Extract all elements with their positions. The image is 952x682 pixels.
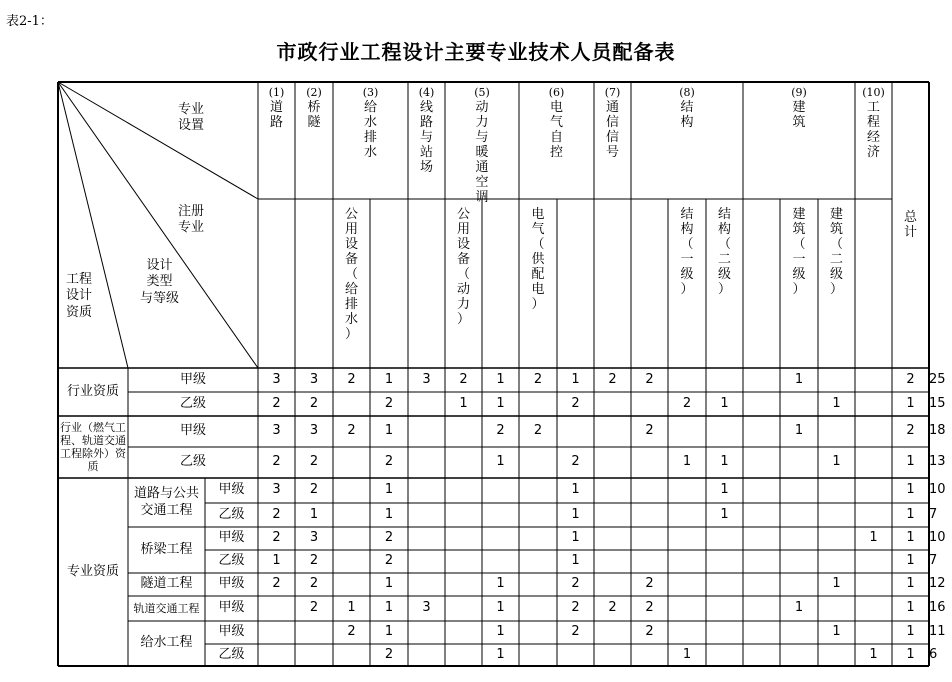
- value-cell: 2: [347, 624, 356, 640]
- corner-diagonal: [58, 82, 258, 199]
- value-cell: 2: [645, 600, 654, 616]
- sub-tunnel: 隧道工程: [140, 576, 193, 592]
- value-cell: 10: [929, 530, 946, 546]
- value-cell: 13: [929, 454, 946, 470]
- sub-water: 给水工程: [140, 635, 193, 651]
- value-cell: 2: [533, 423, 543, 439]
- corner-design-type-label: 设计 类型 与等级: [140, 258, 180, 306]
- value-cell: 2: [309, 482, 319, 498]
- value-cell: 1: [384, 423, 394, 439]
- value-cell: 2: [384, 454, 394, 470]
- group-header-7: (7) 通 信 信 号: [604, 86, 621, 160]
- value-cell: 2: [347, 423, 356, 439]
- value-cell: 1: [906, 624, 915, 640]
- value-cell: 2: [571, 395, 580, 411]
- value-cell: 1: [869, 530, 878, 546]
- value-cell: 1: [794, 423, 804, 439]
- value-cell: 2: [272, 395, 281, 411]
- value-cell: 3: [272, 423, 281, 439]
- corner-registered-label: 注册 专业: [178, 204, 205, 236]
- value-cell: 2: [682, 395, 692, 411]
- group-number: (3): [362, 86, 379, 99]
- value-cell: 1: [571, 482, 580, 498]
- group-header-8: (8) 结 构: [679, 86, 695, 130]
- group-number: (8): [679, 86, 695, 99]
- sub-road: 道路与公共 交通工程: [133, 486, 199, 518]
- grade-cell: 甲级: [218, 600, 245, 616]
- group-number: (10): [862, 86, 885, 99]
- value-cell: 1: [496, 646, 505, 662]
- value-cell: 1: [496, 371, 505, 387]
- registered-specialty: 结 构 （ 二 级 ）: [717, 207, 731, 297]
- value-cell: 2: [384, 395, 394, 411]
- value-cell: 2: [309, 600, 319, 616]
- value-cell: 2: [571, 624, 580, 640]
- value-cell: 1: [832, 395, 841, 411]
- grade-cell: 乙级: [179, 395, 206, 411]
- value-cell: 2: [309, 395, 319, 411]
- value-cell: 1: [869, 646, 878, 662]
- value-cell: 18: [929, 423, 946, 439]
- table-title: 市政行业工程设计主要专业技术人员配备表: [276, 40, 676, 64]
- value-cell: 25: [929, 371, 946, 387]
- value-cell: 1: [906, 600, 915, 616]
- group-number: (1): [268, 86, 285, 99]
- value-cell: 1: [720, 506, 729, 522]
- corner-diagonal: [58, 82, 128, 368]
- value-cell: 2: [645, 576, 654, 592]
- value-cell: 1: [384, 371, 394, 387]
- value-cell: 1: [906, 395, 915, 411]
- value-cell: 1: [384, 600, 394, 616]
- value-cell: 1: [384, 482, 394, 498]
- value-cell: 1: [906, 646, 915, 662]
- grade-cell: 甲级: [218, 530, 245, 546]
- registered-specialty: 电 气 （ 供 配 电 ）: [531, 207, 545, 312]
- value-cell: 2: [496, 423, 505, 439]
- value-cell: 2: [347, 371, 356, 387]
- grade-cell: 乙级: [218, 506, 245, 522]
- group-header-10: (10) 工 程 经 济: [862, 86, 885, 160]
- value-cell: 2: [571, 576, 580, 592]
- grade-cell: 甲级: [179, 371, 206, 387]
- grade-cell: 甲级: [218, 624, 245, 640]
- value-cell: 3: [422, 600, 431, 616]
- group-header-3: (3) 给 水 排 水: [362, 86, 379, 160]
- corner-qualification-label: 工程 设计 资质: [66, 272, 93, 320]
- group-number: (9): [791, 86, 807, 99]
- registered-specialty: 建 筑 （ 二 级 ）: [829, 207, 843, 297]
- value-cell: 2: [906, 371, 915, 387]
- value-cell: 10: [929, 482, 946, 498]
- grade-cell: 甲级: [179, 423, 206, 439]
- group-number: (7): [604, 86, 621, 99]
- corner-specialty-label: 专业 设置: [178, 102, 205, 134]
- category-industry: 行业资质: [66, 383, 119, 399]
- value-cell: 1: [272, 553, 281, 569]
- value-cell: 12: [929, 576, 946, 592]
- value-cell: 1: [906, 454, 915, 470]
- category-specialty: 专业资质: [66, 563, 119, 579]
- corner-diagonal: [58, 82, 258, 368]
- value-cell: 1: [906, 506, 915, 522]
- value-cell: 3: [272, 371, 281, 387]
- value-cell: 2: [309, 454, 319, 470]
- group-header-1: (1) 道 路: [268, 86, 285, 130]
- value-cell: 2: [272, 530, 281, 546]
- value-cell: 1: [720, 482, 729, 498]
- group-number: (4): [418, 86, 435, 99]
- value-cell: 2: [459, 371, 468, 387]
- sub-rail: 轨道交通工程: [133, 602, 200, 615]
- grade-cell: 乙级: [179, 454, 206, 470]
- value-cell: 2: [384, 530, 394, 546]
- value-cell: 1: [384, 576, 394, 592]
- value-cell: 3: [309, 530, 319, 546]
- value-cell: 2: [384, 553, 394, 569]
- value-cell: 7: [929, 553, 938, 569]
- grade-cell: 甲级: [218, 576, 245, 592]
- total-header: 总 计: [903, 210, 917, 240]
- value-cell: 1: [496, 624, 505, 640]
- value-cell: 1: [459, 395, 468, 411]
- value-cell: 3: [422, 371, 431, 387]
- value-cell: 1: [720, 454, 729, 470]
- value-cell: 6: [929, 646, 938, 662]
- value-cell: 1: [906, 576, 915, 592]
- value-cell: 1: [832, 454, 841, 470]
- value-cell: 3: [272, 482, 281, 498]
- table-number: 表2-1：: [6, 14, 53, 29]
- value-cell: 1: [571, 506, 580, 522]
- value-cell: 11: [929, 624, 946, 640]
- value-cell: 1: [496, 454, 505, 470]
- value-cell: 2: [309, 576, 319, 592]
- group-header-6: (6) 电 气 自 控: [548, 86, 565, 160]
- value-cell: 1: [347, 600, 356, 616]
- value-cell: 16: [929, 600, 946, 616]
- value-cell: 1: [496, 576, 505, 592]
- group-number: (5): [474, 86, 490, 99]
- registered-specialty: 公 用 设 备 （ 给 排 水 ）: [344, 207, 358, 342]
- group-header-5: (5) 动 力 与 暖 通 空 调: [474, 86, 490, 205]
- value-cell: 1: [720, 395, 729, 411]
- value-cell: 1: [384, 624, 394, 640]
- value-cell: 2: [571, 600, 580, 616]
- registered-specialty: 结 构 （ 一 级 ）: [680, 207, 694, 297]
- value-cell: 1: [496, 395, 505, 411]
- value-cell: 1: [906, 530, 915, 546]
- value-cell: 2: [645, 423, 654, 439]
- value-cell: 2: [309, 553, 319, 569]
- value-cell: 2: [272, 576, 281, 592]
- value-cell: 7: [929, 506, 938, 522]
- value-cell: 1: [832, 624, 841, 640]
- value-cell: 2: [533, 371, 543, 387]
- grade-cell: 乙级: [218, 646, 245, 662]
- value-cell: 2: [608, 371, 617, 387]
- registered-specialty: 公 用 设 备 （ 动 力 ）: [456, 207, 470, 327]
- category-industry-excl: 行业（燃气工 程、轨道交通 工程除外）资 质: [60, 421, 126, 473]
- value-cell: 2: [645, 624, 654, 640]
- grade-cell: 乙级: [218, 553, 245, 569]
- value-cell: 1: [906, 553, 915, 569]
- value-cell: 1: [571, 530, 580, 546]
- group-header-9: (9) 建 筑: [791, 86, 807, 130]
- grade-cell: 甲级: [218, 482, 245, 498]
- value-cell: 2: [272, 506, 281, 522]
- value-cell: 1: [682, 646, 692, 662]
- value-cell: 1: [309, 506, 319, 522]
- group-header-2: (2) 桥 隧: [306, 86, 322, 130]
- value-cell: 1: [832, 576, 841, 592]
- group-number: (2): [306, 86, 322, 99]
- value-cell: 2: [645, 371, 654, 387]
- value-cell: 1: [496, 600, 505, 616]
- value-cell: 2: [906, 423, 915, 439]
- value-cell: 1: [794, 600, 804, 616]
- value-cell: 1: [682, 454, 692, 470]
- value-cell: 2: [571, 454, 580, 470]
- value-cell: 2: [272, 454, 281, 470]
- value-cell: 1: [384, 506, 394, 522]
- value-cell: 2: [608, 600, 617, 616]
- sub-bridge: 桥梁工程: [140, 541, 193, 557]
- value-cell: 1: [571, 371, 580, 387]
- value-cell: 1: [571, 553, 580, 569]
- group-header-4: (4) 线 路 与 站 场: [418, 86, 435, 175]
- value-cell: 1: [794, 371, 804, 387]
- value-cell: 3: [309, 423, 319, 439]
- value-cell: 2: [384, 646, 394, 662]
- value-cell: 3: [309, 371, 319, 387]
- value-cell: 1: [906, 482, 915, 498]
- group-number: (6): [548, 86, 565, 99]
- value-cell: 15: [929, 395, 946, 411]
- registered-specialty: 建 筑 （ 一 级 ）: [792, 207, 806, 297]
